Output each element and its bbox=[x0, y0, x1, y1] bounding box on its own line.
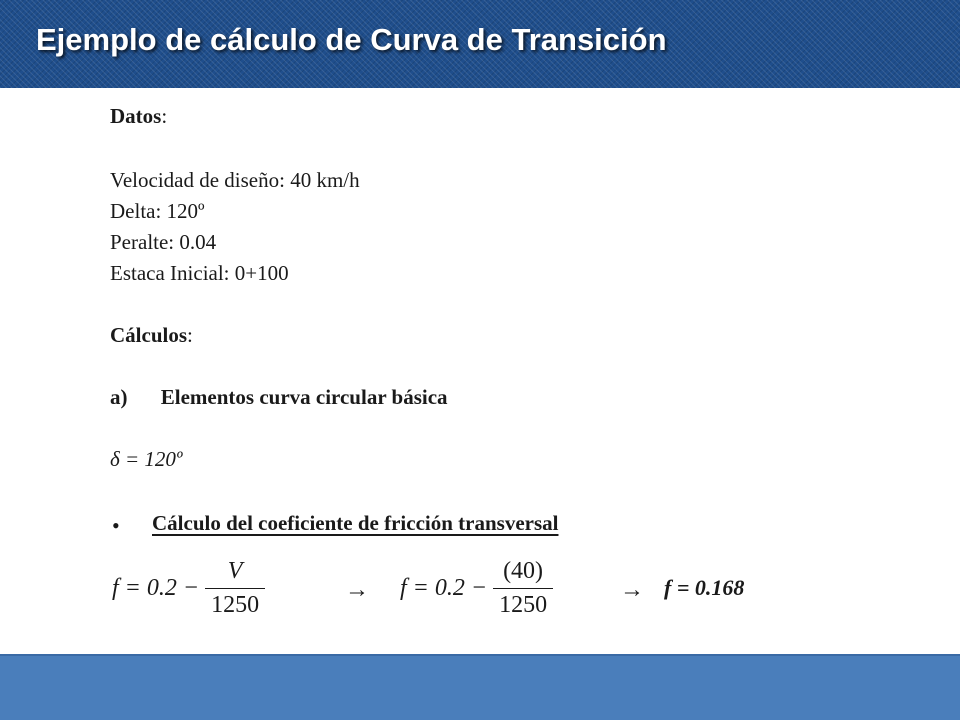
arrow-icon: → bbox=[620, 577, 644, 603]
bullet-title: Cálculo del coeficiente de fricción transversal bbox=[152, 511, 559, 535]
formula-2-denominator: 1250 bbox=[493, 588, 553, 619]
document-body bbox=[0, 88, 960, 654]
calculos-heading bbox=[110, 323, 193, 348]
bullet-icon: • bbox=[112, 513, 120, 538]
formula-2-lhs: f = 0.2 − bbox=[400, 575, 488, 601]
footer-bar bbox=[0, 654, 960, 720]
section-a-heading bbox=[110, 385, 448, 410]
formula-2-fraction bbox=[493, 558, 553, 619]
datos-label: Datos bbox=[110, 104, 162, 128]
datos-colon: : bbox=[161, 104, 168, 128]
formula-1-lhs: f = 0.2 − bbox=[112, 575, 200, 601]
friction-result: f = 0.168 bbox=[664, 575, 745, 600]
calculos-label: Cálculos bbox=[110, 323, 188, 347]
slide-title: Ejemplo de cálculo de Curva de Transición bbox=[36, 22, 667, 57]
friction-formula-general bbox=[112, 558, 265, 619]
friction-formula-substituted bbox=[400, 558, 553, 619]
datos-item-delta: Delta: 120º bbox=[110, 199, 205, 223]
header-bar bbox=[0, 0, 960, 88]
formula-1-fraction bbox=[205, 558, 265, 619]
arrow-icon: → bbox=[345, 577, 369, 603]
formula-1-numerator: V bbox=[227, 558, 243, 584]
datos-item-velocidad: Velocidad de diseño: 40 km/h bbox=[110, 168, 360, 192]
section-a-title: Elementos curva circular básica bbox=[160, 385, 448, 409]
section-a-marker: a) bbox=[110, 385, 128, 409]
calculos-colon: : bbox=[187, 323, 193, 347]
delta-equation: δ = 120º bbox=[110, 447, 183, 471]
formula-1-denominator: 1250 bbox=[205, 588, 265, 619]
datos-item-estaca: Estaca Inicial: 0+100 bbox=[110, 261, 289, 285]
formula-2-numerator: (40) bbox=[503, 558, 544, 584]
datos-heading bbox=[110, 104, 167, 129]
datos-item-peralte: Peralte: 0.04 bbox=[110, 230, 217, 254]
